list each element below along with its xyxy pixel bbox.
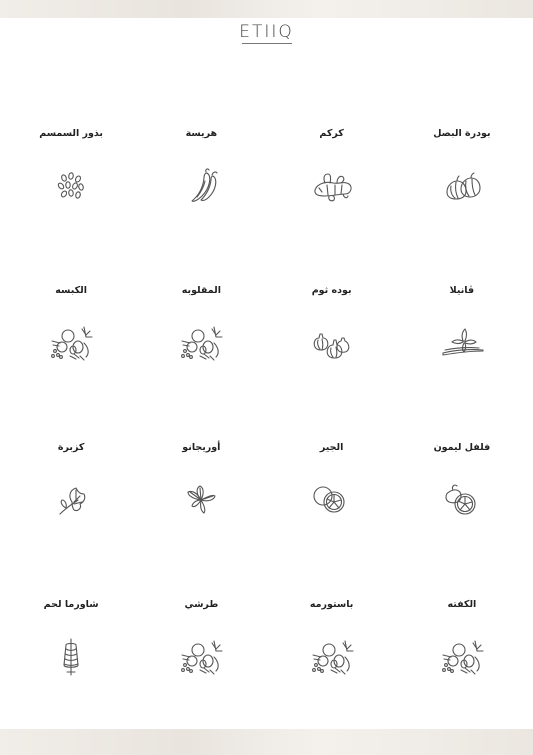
spice-mix-icon: [46, 323, 96, 363]
spice-label: بودرة البصل: [433, 128, 491, 139]
logo-text: ETIIQ: [239, 22, 294, 42]
spice-card-torshi: [136, 581, 266, 738]
spice-card-basturma: [267, 581, 397, 738]
coriander-leaf-icon: [46, 480, 96, 520]
spice-label: أوريجانو: [182, 442, 221, 453]
spice-mix-icon: [437, 637, 487, 677]
spice-mix-icon: [176, 637, 226, 677]
chili-peppers-icon: [176, 166, 226, 206]
spice-card-maqluba: [136, 267, 266, 424]
spice-card-oregano: [136, 424, 266, 581]
spice-label: كركم: [319, 128, 344, 139]
spice-label: طرشي: [184, 599, 219, 610]
brand-logo: [0, 22, 533, 44]
spice-label: هريسة: [185, 128, 218, 139]
spice-card-harissa: [136, 110, 266, 267]
spice-card-coriander: [6, 424, 136, 581]
spice-label: شاورما لحم: [43, 599, 99, 610]
spice-label: الكفته: [447, 599, 477, 610]
shawarma-icon: [46, 637, 96, 677]
spice-label: بوده ثوم: [311, 285, 352, 296]
logo-underline: [242, 43, 292, 44]
spice-label: الجير: [319, 442, 344, 453]
spice-card-vanilla: [397, 267, 527, 424]
onion-icon: [437, 166, 487, 206]
spice-grid: [6, 110, 527, 738]
garlic-icon: [307, 323, 357, 363]
spice-card-sesame: [6, 110, 136, 267]
spice-label: باستورمه: [309, 599, 354, 610]
spice-card-lime: [267, 424, 397, 581]
spice-label: فلفل ليمون: [433, 442, 491, 453]
spice-mix-icon: [307, 637, 357, 677]
spice-card-lemon-pepper: [397, 424, 527, 581]
vanilla-icon: [437, 323, 487, 363]
turmeric-root-icon: [307, 166, 357, 206]
spice-card-onion-powder: [397, 110, 527, 267]
spice-card-turmeric: [267, 110, 397, 267]
lime-slice-icon: [307, 480, 357, 520]
spice-card-kabsa: [6, 267, 136, 424]
spice-card-meat-shawarma: [6, 581, 136, 738]
spice-card-garlic-powder: [267, 267, 397, 424]
spice-label: المقلوبه: [181, 285, 221, 296]
bottom-decorative-band: [0, 729, 533, 755]
top-decorative-band: [0, 0, 533, 18]
spice-mix-icon: [176, 323, 226, 363]
spice-card-kofta: [397, 581, 527, 738]
spice-label: ڤانيلا: [449, 285, 475, 296]
lemon-pepper-icon: [437, 480, 487, 520]
sesame-seeds-icon: [46, 166, 96, 206]
spice-label: الكبسه: [55, 285, 87, 296]
spice-label: كزبرة: [57, 442, 85, 453]
spice-label: بذور السمسم: [39, 128, 103, 139]
oregano-leaf-icon: [176, 480, 226, 520]
